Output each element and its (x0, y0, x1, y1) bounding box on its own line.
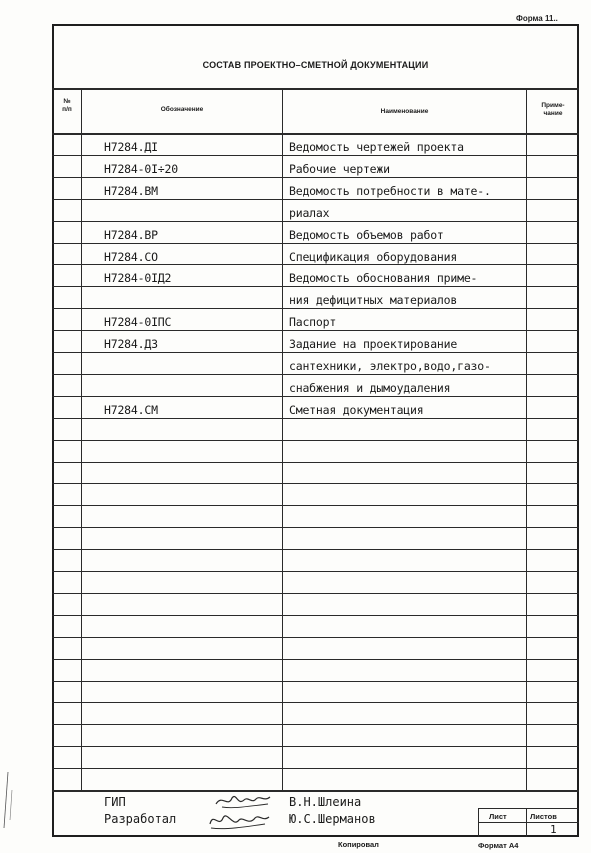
table-row-line (52, 199, 579, 200)
row-designation: Н7284.ВМ (104, 184, 158, 198)
header-num (54, 98, 80, 114)
header-note-line2: чание (543, 110, 563, 117)
row-name: Ведомость объемов работ (289, 228, 444, 242)
table-row-line (52, 615, 579, 616)
row-name: Паспорт (289, 315, 337, 329)
sheets-label: Листов (530, 812, 557, 821)
developer-signature (205, 808, 275, 832)
table-row-line (52, 483, 579, 484)
header-top-line (52, 88, 579, 90)
header-bottom-line (52, 133, 579, 135)
table-row-line (52, 724, 579, 725)
table-row-line (52, 177, 579, 178)
row-designation: Н7284.ВР (104, 228, 158, 242)
sheet-box-sep (478, 822, 579, 823)
table-row-line (52, 352, 579, 353)
table-row-line (52, 308, 579, 309)
table-row-line (52, 462, 579, 463)
table-row-line (52, 330, 579, 331)
row-designation: Н7284-0I÷20 (104, 162, 178, 176)
table-row-line (52, 396, 579, 397)
table-row-line (52, 440, 579, 441)
copied-label: Копировал (338, 840, 379, 849)
document-title: СОСТАВ ПРОЕКТНО–СМЕТНОЙ ДОКУМЕНТАЦИИ (202, 60, 429, 70)
row-designation: Н7284-0IПС (104, 315, 172, 329)
header-note (527, 102, 579, 118)
table-row-line (52, 221, 579, 222)
row-name: риалах (289, 206, 330, 220)
table-row-line (52, 746, 579, 747)
row-designation: Н7284-0IД2 (104, 271, 172, 285)
table-row-line (52, 243, 579, 244)
form-number: Форма 11.. (516, 14, 558, 23)
row-name: сантехники, электро,водо,газо- (289, 359, 491, 373)
row-designation: Н7284.ДI (104, 140, 158, 154)
footer-top-line (52, 790, 579, 792)
table-row-line (52, 681, 579, 682)
table-row-line (52, 374, 579, 375)
scan-edge-marks (0, 770, 14, 830)
sheet-label: Лист (489, 812, 507, 821)
row-designation: Н7284.ДЗ (104, 337, 158, 351)
row-name: Ведомость потребности в мате-. (289, 184, 491, 198)
table-row-line (52, 768, 579, 769)
row-name: Спецификация оборудования (289, 250, 458, 264)
gip-label: ГИП (104, 795, 126, 809)
table-row-line (52, 549, 579, 550)
row-designation: Н7284.СО (104, 250, 158, 264)
table-row-line (52, 702, 579, 703)
gip-name: В.Н.Шлеина (289, 795, 362, 809)
table-row-line (52, 286, 579, 287)
format-label: Формат А4 (478, 841, 519, 850)
row-name: Сметная документация (289, 403, 424, 417)
table-row-line (52, 264, 579, 265)
table-row-line (52, 527, 579, 528)
sheets-value: 1 (550, 823, 557, 836)
header-name: Наименование (380, 108, 429, 115)
table-row-line (52, 418, 579, 419)
header-num-line1: № (63, 98, 71, 105)
row-name: Ведомость обоснования приме- (289, 271, 478, 285)
developer-label: Разработал (104, 812, 177, 826)
table-row-line (52, 505, 579, 506)
row-name: Задание на проектирование (289, 337, 458, 351)
header-note-line1: Приме- (541, 102, 565, 109)
row-designation: Н7284.СМ (104, 403, 158, 417)
table-row-line (52, 571, 579, 572)
row-name: Рабочие чертежи (289, 162, 390, 176)
row-name: ния дефицитных материалов (289, 293, 458, 307)
sheet-box-top (478, 808, 579, 809)
table-row-line (52, 637, 579, 638)
header-num-line2: п/п (62, 106, 72, 113)
row-name: снабжения и дымоудаления (289, 381, 451, 395)
header-designation: Обозначение (160, 106, 204, 113)
row-name: Ведомость чертежей проекта (289, 140, 464, 154)
table-row-line (52, 155, 579, 156)
table-row-line (52, 659, 579, 660)
developer-name: Ю.С.Шерманов (289, 812, 376, 826)
table-row-line (52, 593, 579, 594)
